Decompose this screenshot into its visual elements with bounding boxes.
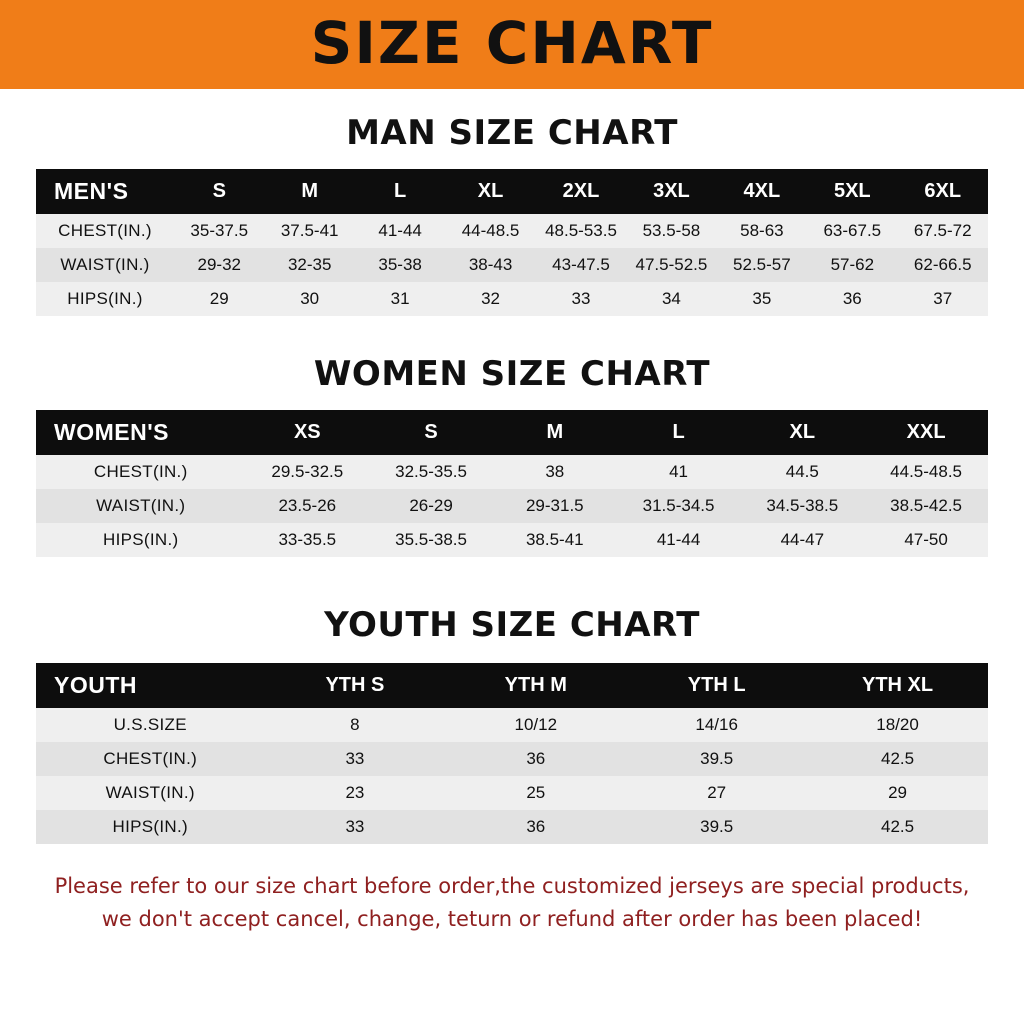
men-cell: 35-38: [355, 248, 445, 282]
youth-column-header: YTH XL: [861, 674, 934, 696]
youth-cell: 10/12: [445, 708, 626, 742]
women-cell: 34.5-38.5: [740, 489, 864, 523]
men-cell: 30: [264, 282, 354, 316]
men-cell: 62-66.5: [898, 248, 988, 282]
women-cell: 44.5-48.5: [864, 455, 988, 489]
women-cell: 38: [493, 455, 617, 489]
men-cell: 36: [807, 282, 897, 316]
women-table-wrap: [36, 410, 988, 557]
women-column-header: XS: [293, 421, 321, 443]
women-cell: 26-29: [369, 489, 493, 523]
men-header-row: [36, 169, 988, 214]
youth-row-label: HIPS(IN.): [36, 810, 264, 844]
women-row-label: WAIST(IN.): [36, 489, 245, 523]
youth-corner-header: YOUTH: [54, 672, 137, 698]
men-column-header: M: [301, 180, 319, 202]
men-cell: 58-63: [717, 214, 807, 248]
women-column-header: M: [546, 421, 564, 443]
women-cell: 44.5: [740, 455, 864, 489]
women-size-table: [36, 410, 988, 557]
youth-cell: 8: [264, 708, 445, 742]
women-cell: 31.5-34.5: [617, 489, 741, 523]
youth-cell: 39.5: [626, 810, 807, 844]
men-cell: 37: [898, 282, 988, 316]
youth-table-wrap: [36, 663, 988, 844]
women-cell: 23.5-26: [245, 489, 369, 523]
youth-column-header: YTH L: [687, 674, 746, 696]
men-cell: 67.5-72: [898, 214, 988, 248]
men-corner-header: MEN'S: [54, 178, 129, 204]
women-corner-header: WOMEN'S: [54, 419, 170, 445]
women-cell: 35.5-38.5: [369, 523, 493, 557]
women-cell: 38.5-42.5: [864, 489, 988, 523]
women-column-header: S: [424, 421, 438, 443]
men-cell: 38-43: [445, 248, 535, 282]
youth-row-label: WAIST(IN.): [36, 776, 264, 810]
table-row: [36, 708, 988, 742]
men-cell: 29-32: [174, 248, 264, 282]
table-row: [36, 248, 988, 282]
men-size-table: [36, 169, 988, 316]
youth-row-label: CHEST(IN.): [36, 742, 264, 776]
youth-cell: 42.5: [807, 742, 988, 776]
men-cell: 53.5-58: [626, 214, 716, 248]
men-table-head: [36, 169, 988, 214]
men-cell: 31: [355, 282, 445, 316]
youth-column-header: YTH S: [325, 674, 385, 696]
youth-row-label: U.S.SIZE: [36, 708, 264, 742]
men-cell: 35-37.5: [174, 214, 264, 248]
men-cell: 52.5-57: [717, 248, 807, 282]
men-cell: 37.5-41: [264, 214, 354, 248]
youth-section-title: YOUTH SIZE CHART: [324, 605, 700, 645]
women-table-head: [36, 410, 988, 455]
women-column-header: XXL: [906, 421, 946, 443]
women-row-label: HIPS(IN.): [36, 523, 245, 557]
footer-note: [30, 870, 994, 935]
table-row: [36, 455, 988, 489]
men-cell: 29: [174, 282, 264, 316]
men-cell: 32-35: [264, 248, 354, 282]
table-row: [36, 810, 988, 844]
women-cell: 41-44: [617, 523, 741, 557]
men-column-header: XL: [477, 180, 504, 202]
table-row: [36, 214, 988, 248]
youth-cell: 33: [264, 742, 445, 776]
men-cell: 34: [626, 282, 716, 316]
women-cell: 33-35.5: [245, 523, 369, 557]
women-cell: 41: [617, 455, 741, 489]
men-cell: 35: [717, 282, 807, 316]
men-table-wrap: [36, 169, 988, 316]
women-table-body: [36, 455, 988, 557]
men-row-label: CHEST(IN.): [36, 214, 174, 248]
youth-size-table: [36, 663, 988, 844]
women-cell: 32.5-35.5: [369, 455, 493, 489]
table-row: [36, 523, 988, 557]
men-cell: 44-48.5: [445, 214, 535, 248]
men-table-body: [36, 214, 988, 316]
women-column-header: XL: [789, 421, 816, 443]
men-cell: 32: [445, 282, 535, 316]
women-cell: 38.5-41: [493, 523, 617, 557]
header-banner: [0, 0, 1024, 89]
women-row-label: CHEST(IN.): [36, 455, 245, 489]
youth-cell: 23: [264, 776, 445, 810]
men-section-title: MAN SIZE CHART: [346, 113, 678, 153]
youth-table-body: [36, 708, 988, 844]
men-column-header: 4XL: [743, 180, 781, 202]
women-cell: 29-31.5: [493, 489, 617, 523]
men-column-header: 5XL: [833, 180, 871, 202]
youth-column-header: YTH M: [504, 674, 567, 696]
youth-cell: 36: [445, 742, 626, 776]
youth-cell: 42.5: [807, 810, 988, 844]
women-cell: 29.5-32.5: [245, 455, 369, 489]
men-cell: 43-47.5: [536, 248, 626, 282]
youth-cell: 39.5: [626, 742, 807, 776]
youth-table-head: [36, 663, 988, 708]
men-cell: 33: [536, 282, 626, 316]
youth-cell: 29: [807, 776, 988, 810]
men-cell: 57-62: [807, 248, 897, 282]
women-cell: 44-47: [740, 523, 864, 557]
table-row: [36, 282, 988, 316]
youth-cell: 18/20: [807, 708, 988, 742]
men-cell: 47.5-52.5: [626, 248, 716, 282]
men-column-header: 6XL: [924, 180, 962, 202]
men-cell: 41-44: [355, 214, 445, 248]
men-column-header: 3XL: [653, 180, 690, 202]
women-header-row: [36, 410, 988, 455]
men-column-header: L: [394, 180, 407, 202]
men-column-header: 2XL: [562, 180, 600, 202]
footer-note-line-1: Please refer to our size chart before order,the customized jerseys are special products,: [54, 874, 970, 898]
men-cell: 63-67.5: [807, 214, 897, 248]
youth-cell: 27: [626, 776, 807, 810]
men-cell: 48.5-53.5: [536, 214, 626, 248]
women-section-title: WOMEN SIZE CHART: [313, 354, 711, 394]
youth-cell: 14/16: [626, 708, 807, 742]
footer-note-line-2: we don't accept cancel, change, teturn or refund after order has been placed!: [101, 906, 923, 931]
page-title: SIZE CHART: [310, 8, 714, 77]
women-column-header: L: [672, 421, 685, 443]
youth-cell: 36: [445, 810, 626, 844]
women-cell: 47-50: [864, 523, 988, 557]
men-row-label: HIPS(IN.): [36, 282, 174, 316]
table-row: [36, 776, 988, 810]
men-column-header: S: [212, 180, 226, 202]
table-row: [36, 489, 988, 523]
youth-header-row: [36, 663, 988, 708]
youth-cell: 33: [264, 810, 445, 844]
men-row-label: WAIST(IN.): [36, 248, 174, 282]
youth-cell: 25: [445, 776, 626, 810]
table-row: [36, 742, 988, 776]
